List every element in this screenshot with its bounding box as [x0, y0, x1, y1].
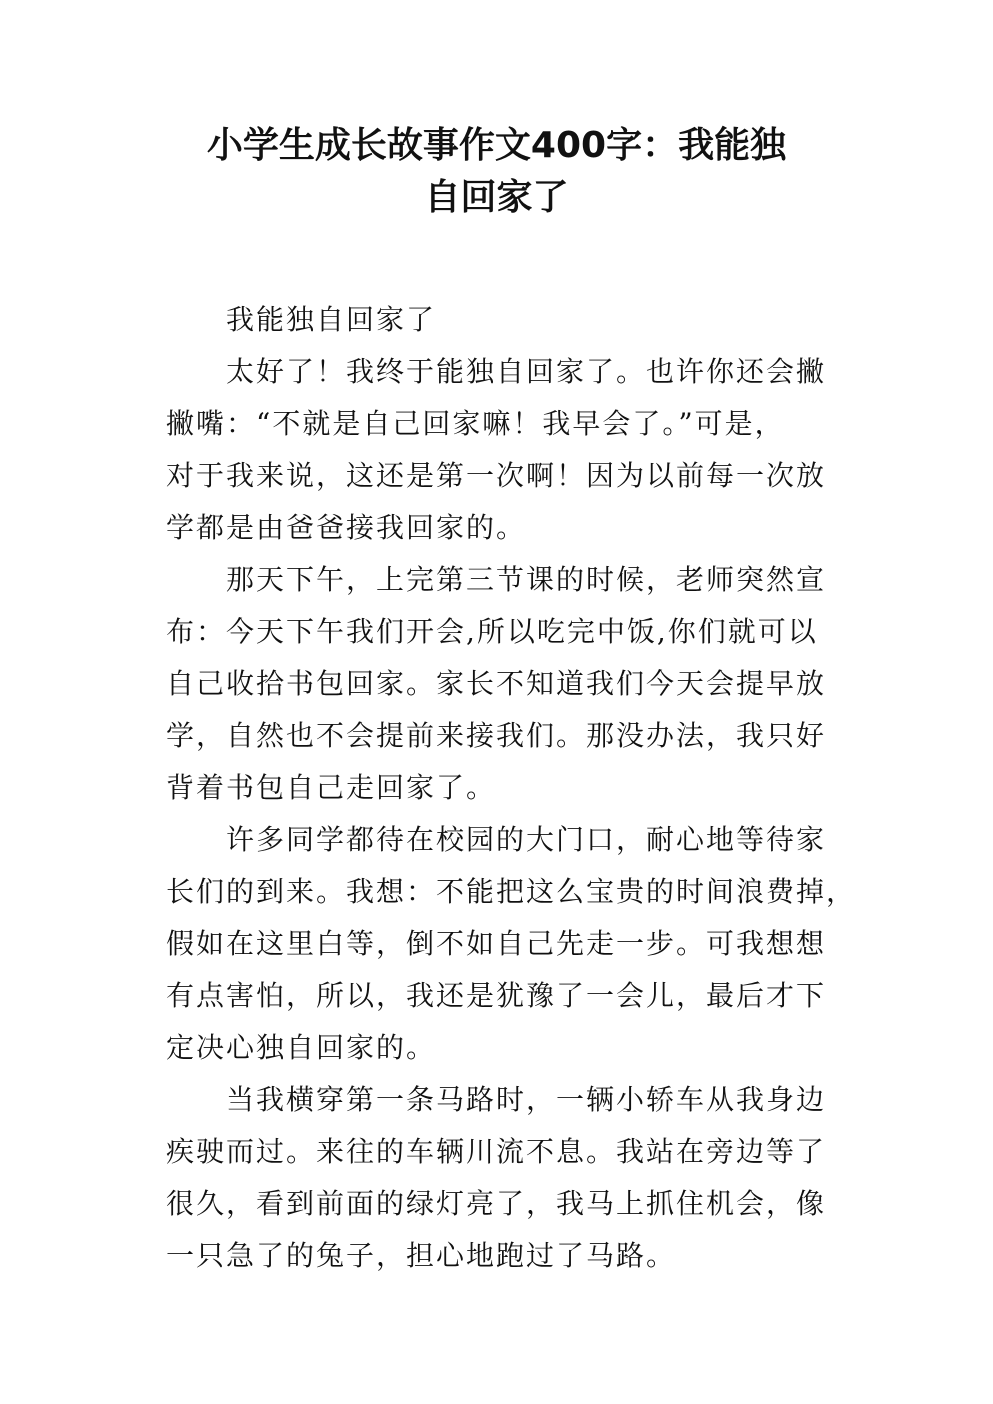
text-line: 一只急了的兔子，担心地跑过了马路。: [166, 1239, 677, 1272]
text-line: 自己收拾书包回家。家长不知道我们今天会提早放: [166, 667, 827, 700]
text-line: 当我横穿第一条马路时，一辆小轿车从我身边: [226, 1083, 827, 1116]
text-line: 背着书包自己走回家了。: [166, 771, 497, 804]
text-line: 撇嘴：“不就是自己回家嘛！我早会了。”可是，: [166, 407, 785, 440]
text-line: 很久，看到前面的绿灯亮了，我马上抓住机会，像: [166, 1187, 827, 1220]
title-line: 自回家了: [424, 177, 569, 218]
text-line: 学都是由爸爸接我回家的。: [166, 511, 527, 544]
text-line: 许多同学都待在校园的大门口，耐心地等待家: [226, 823, 827, 856]
text-line: 定决心独自回家的。: [166, 1031, 437, 1064]
text-line: 太好了！我终于能独自回家了。也许你还会撇: [226, 355, 827, 388]
paragraph: [166, 554, 866, 814]
text-line: 疾驶而过。来往的车辆川流不息。我站在旁边等了: [166, 1135, 827, 1168]
text-line: 那天下午，上完第三节课的时候，老师突然宣: [226, 563, 827, 596]
text-line: 布：今天下午我们开会,所以吃完中饭,你们就可以: [166, 615, 818, 648]
paragraph: [166, 346, 866, 554]
title-line: 小学生成长故事作文400字：我能独: [206, 125, 787, 166]
text-line: 长们的到来。我想：不能把这么宝贵的时间浪费掉，: [166, 875, 857, 908]
text-line: 我能独自回家了: [226, 303, 437, 336]
text-line: 学，自然也不会提前来接我们。那没办法，我只好: [166, 719, 827, 752]
subtitle-paragraph: [166, 294, 866, 346]
paragraph: [166, 1074, 866, 1282]
document-title: [0, 120, 993, 224]
text-line: 假如在这里白等，倒不如自己先走一步。可我想想: [166, 927, 827, 960]
text-line: 有点害怕，所以，我还是犹豫了一会儿，最后才下: [166, 979, 827, 1012]
text-line: 对于我来说，这还是第一次啊！因为以前每一次放: [166, 459, 827, 492]
paragraph: [166, 814, 866, 1074]
document-body: [166, 294, 866, 1282]
